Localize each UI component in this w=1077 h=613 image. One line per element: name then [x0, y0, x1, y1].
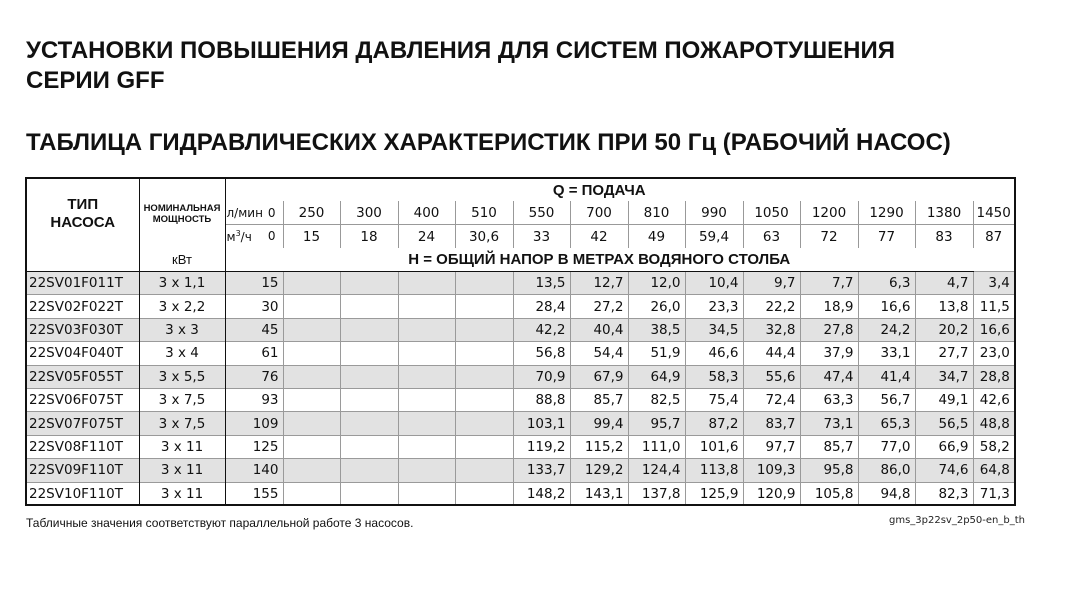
- flow-lmin-value: 700: [570, 201, 628, 224]
- pump-model: 22SV05F055T: [26, 365, 139, 388]
- head-value: [340, 272, 398, 295]
- head-value: 27,2: [570, 295, 628, 318]
- head-value: [340, 459, 398, 482]
- head-value: 58,3: [685, 365, 743, 388]
- head-value: 85,7: [800, 435, 858, 458]
- flow-lmin-value: 1450: [973, 201, 1015, 224]
- head-value: [283, 482, 340, 505]
- pump-power: 3 x 1,1: [139, 272, 225, 295]
- flow-lmin-value: 0: [267, 205, 276, 220]
- head-value: 4,7: [915, 272, 973, 295]
- flow-m3h-value: 63: [743, 225, 800, 248]
- head-value: [283, 412, 340, 435]
- flow-m3h-value: 77: [858, 225, 915, 248]
- head-value: 32,8: [743, 318, 800, 341]
- pump-power: 3 x 7,5: [139, 412, 225, 435]
- head-value: [455, 482, 513, 505]
- head-value: 28,8: [973, 365, 1015, 388]
- head-value: [455, 435, 513, 458]
- head-value: 37,9: [800, 342, 858, 365]
- title-line-1: УСТАНОВКИ ПОВЫШЕНИЯ ДАВЛЕНИЯ ДЛЯ СИСТЕМ ПОЖАРОТУШЕНИЯ: [26, 37, 895, 64]
- head-value: 115,2: [570, 435, 628, 458]
- flow-lmin-value: 300: [340, 201, 398, 224]
- head-value: 99,4: [570, 412, 628, 435]
- head-value: 88,8: [513, 389, 570, 412]
- head-value: [283, 365, 340, 388]
- head-value: 129,2: [570, 459, 628, 482]
- table-row: [26, 412, 1015, 435]
- table-row: [26, 435, 1015, 458]
- head-value: 72,4: [743, 389, 800, 412]
- head-value: 125,9: [685, 482, 743, 505]
- head-value: 76: [225, 365, 283, 388]
- head-value: 95,7: [628, 412, 685, 435]
- flow-m3h-value: 15: [283, 225, 340, 248]
- flow-m3h-value: 59,4: [685, 225, 743, 248]
- unit-m3h-label: $м^3/ч$: [226, 229, 252, 245]
- head-value: 70,9: [513, 365, 570, 388]
- head-value: 74,6: [915, 459, 973, 482]
- head-value: 7,7: [800, 272, 858, 295]
- head-value: 56,8: [513, 342, 570, 365]
- pump-model: 22SV03F030T: [26, 318, 139, 341]
- flow-lmin-value: 1380: [915, 201, 973, 224]
- head-value: 46,6: [685, 342, 743, 365]
- flow-lmin-value: 250: [283, 201, 340, 224]
- power-header: НОМИНАЛЬНАЯ МОЩНОСТЬ: [143, 202, 221, 225]
- pump-power: 3 x 2,2: [139, 295, 225, 318]
- head-value: 66,9: [915, 435, 973, 458]
- pump-model: 22SV10F110T: [26, 482, 139, 505]
- pump-power: 3 x 5,5: [139, 365, 225, 388]
- head-value: 101,6: [685, 435, 743, 458]
- head-value: 75,4: [685, 389, 743, 412]
- head-value: [340, 435, 398, 458]
- head-value: 143,1: [570, 482, 628, 505]
- head-value: 63,3: [800, 389, 858, 412]
- head-value: [340, 412, 398, 435]
- head-value: 13,5: [513, 272, 570, 295]
- head-value: [398, 389, 455, 412]
- head-value: 109,3: [743, 459, 800, 482]
- pump-model: 22SV04F040T: [26, 342, 139, 365]
- head-value: [283, 295, 340, 318]
- head-value: [455, 318, 513, 341]
- pump-model: 22SV08F110T: [26, 435, 139, 458]
- head-value: 44,4: [743, 342, 800, 365]
- head-value: 83,7: [743, 412, 800, 435]
- head-value: [283, 459, 340, 482]
- head-value: [455, 389, 513, 412]
- head-value: 18,9: [800, 295, 858, 318]
- head-value: 42,2: [513, 318, 570, 341]
- head-value: 22,2: [743, 295, 800, 318]
- pump-model: 22SV07F075T: [26, 412, 139, 435]
- head-value: 97,7: [743, 435, 800, 458]
- flow-lmin-value: 990: [685, 201, 743, 224]
- head-value: 82,3: [915, 482, 973, 505]
- head-value: [398, 482, 455, 505]
- flow-m3h-value: 30,6: [455, 225, 513, 248]
- flow-m3h-value: 49: [628, 225, 685, 248]
- table-row: [26, 459, 1015, 482]
- power-unit: кВт: [139, 248, 225, 271]
- head-value: [283, 342, 340, 365]
- head-value: [398, 365, 455, 388]
- head-value: 86,0: [858, 459, 915, 482]
- head-value: 103,1: [513, 412, 570, 435]
- performance-table: [25, 177, 1016, 506]
- flow-lmin-value: 1200: [800, 201, 858, 224]
- head-value: 73,1: [800, 412, 858, 435]
- head-value: [455, 295, 513, 318]
- pump-power: 3 x 11: [139, 435, 225, 458]
- flow-m3h-value: 18: [340, 225, 398, 248]
- pump-power: 3 x 11: [139, 482, 225, 505]
- head-value: 109: [225, 412, 283, 435]
- head-value: 40,4: [570, 318, 628, 341]
- head-value: [398, 318, 455, 341]
- head-value: 23,3: [685, 295, 743, 318]
- type-header: ТИП НАСОСА: [26, 178, 139, 248]
- title-line-2: СЕРИИ GFF: [26, 67, 165, 94]
- head-value: 9,7: [743, 272, 800, 295]
- head-value: 13,8: [915, 295, 973, 318]
- pump-power: 3 x 11: [139, 459, 225, 482]
- pump-model: 22SV06F075T: [26, 389, 139, 412]
- head-value: 133,7: [513, 459, 570, 482]
- head-value: 95,8: [800, 459, 858, 482]
- pump-model: 22SV01F011T: [26, 272, 139, 295]
- unit-lmin-label: л/мин: [226, 205, 263, 220]
- pump-power: 3 x 7,5: [139, 389, 225, 412]
- head-value: 26,0: [628, 295, 685, 318]
- head-value: 56,5: [915, 412, 973, 435]
- flow-m3h-value: 0: [267, 229, 276, 244]
- head-value: [455, 365, 513, 388]
- head-value: [340, 482, 398, 505]
- head-value: [283, 272, 340, 295]
- head-value: 20,2: [915, 318, 973, 341]
- head-value: 77,0: [858, 435, 915, 458]
- head-value: 16,6: [858, 295, 915, 318]
- head-value: [398, 459, 455, 482]
- head-value: 56,7: [858, 389, 915, 412]
- head-value: 64,9: [628, 365, 685, 388]
- head-value: [398, 295, 455, 318]
- head-value: 140: [225, 459, 283, 482]
- flow-m3h-value: 83: [915, 225, 973, 248]
- table-row: [26, 318, 1015, 341]
- head-value: [455, 342, 513, 365]
- head-value: 54,4: [570, 342, 628, 365]
- pump-model: 22SV09F110T: [26, 459, 139, 482]
- flow-lmin-cell-0: [225, 201, 283, 224]
- head-value: 93: [225, 389, 283, 412]
- head-value: 148,2: [513, 482, 570, 505]
- head-value: 27,7: [915, 342, 973, 365]
- table-row: [26, 342, 1015, 365]
- head-value: 38,5: [628, 318, 685, 341]
- page-title: [26, 36, 1066, 96]
- head-value: 49,1: [915, 389, 973, 412]
- head-header: H = ОБЩИЙ НАПОР В МЕТРАХ ВОДЯНОГО СТОЛБА: [225, 248, 973, 271]
- table-row: [26, 295, 1015, 318]
- head-value: 24,2: [858, 318, 915, 341]
- head-value: 11,5: [973, 295, 1015, 318]
- head-value: 12,0: [628, 272, 685, 295]
- head-value: [283, 318, 340, 341]
- flow-m3h-value: 72: [800, 225, 858, 248]
- head-value: 12,7: [570, 272, 628, 295]
- head-value: 125: [225, 435, 283, 458]
- head-value: 23,0: [973, 342, 1015, 365]
- flow-lmin-value: 510: [455, 201, 513, 224]
- head-value: 87,2: [685, 412, 743, 435]
- head-value: 55,6: [743, 365, 800, 388]
- head-value: 28,4: [513, 295, 570, 318]
- head-value: [398, 412, 455, 435]
- head-value: 113,8: [685, 459, 743, 482]
- flow-m3h-value: 42: [570, 225, 628, 248]
- head-value: 3,4: [973, 272, 1015, 295]
- flow-m3h-cell-0: [225, 225, 283, 248]
- head-value: 30: [225, 295, 283, 318]
- head-value: 47,4: [800, 365, 858, 388]
- pump-power: 3 x 4: [139, 342, 225, 365]
- head-value: [340, 365, 398, 388]
- head-value: 94,8: [858, 482, 915, 505]
- head-value: [283, 435, 340, 458]
- flow-lmin-value: 400: [398, 201, 455, 224]
- head-value: 10,4: [685, 272, 743, 295]
- head-value: 124,4: [628, 459, 685, 482]
- flow-m3h-value: 87: [973, 225, 1015, 248]
- head-value: 82,5: [628, 389, 685, 412]
- head-value: 65,3: [858, 412, 915, 435]
- flow-lmin-value: 1050: [743, 201, 800, 224]
- head-value: 42,6: [973, 389, 1015, 412]
- table-row: [26, 389, 1015, 412]
- head-value: [455, 272, 513, 295]
- head-value: 120,9: [743, 482, 800, 505]
- head-value: 45: [225, 318, 283, 341]
- head-value: [398, 342, 455, 365]
- head-value: 51,9: [628, 342, 685, 365]
- document-code: gms_3p22sv_2p50-en_b_th: [888, 515, 1025, 526]
- head-value: [340, 318, 398, 341]
- table-row: [26, 482, 1015, 505]
- head-value: 34,7: [915, 365, 973, 388]
- head-value: 58,2: [973, 435, 1015, 458]
- head-value: 41,4: [858, 365, 915, 388]
- head-value: 111,0: [628, 435, 685, 458]
- table-row: [26, 365, 1015, 388]
- flow-header: Q = ПОДАЧА: [225, 178, 973, 201]
- table-title: ТАБЛИЦА ГИДРАВЛИЧЕСКИХ ХАРАКТЕРИСТИК ПРИ 50 Гц (РАБОЧИЙ НАСОС): [26, 129, 951, 156]
- head-value: [340, 342, 398, 365]
- head-value: [398, 435, 455, 458]
- flow-lmin-value: 1290: [858, 201, 915, 224]
- head-value: 67,9: [570, 365, 628, 388]
- pump-power: 3 x 3: [139, 318, 225, 341]
- table-row: [26, 272, 1015, 295]
- head-value: 71,3: [973, 482, 1015, 505]
- head-value: 16,6: [973, 318, 1015, 341]
- head-value: [340, 389, 398, 412]
- head-value: [398, 272, 455, 295]
- head-value: [340, 295, 398, 318]
- flow-lmin-value: 550: [513, 201, 570, 224]
- flow-m3h-value: 24: [398, 225, 455, 248]
- head-value: 105,8: [800, 482, 858, 505]
- head-value: 119,2: [513, 435, 570, 458]
- head-value: 85,7: [570, 389, 628, 412]
- head-value: 27,8: [800, 318, 858, 341]
- head-value: 33,1: [858, 342, 915, 365]
- head-value: [455, 412, 513, 435]
- footnote: Табличные значения соответствуют параллельной работе 3 насосов.: [26, 516, 414, 530]
- head-value: 137,8: [628, 482, 685, 505]
- head-value: 48,8: [973, 412, 1015, 435]
- flow-lmin-value: 810: [628, 201, 685, 224]
- head-value: 34,5: [685, 318, 743, 341]
- head-value: [283, 389, 340, 412]
- head-value: 61: [225, 342, 283, 365]
- type-header-spacer: [26, 248, 139, 271]
- head-value: [455, 459, 513, 482]
- head-value: 15: [225, 272, 283, 295]
- head-value: 155: [225, 482, 283, 505]
- pump-model: 22SV02F022T: [26, 295, 139, 318]
- head-value: 6,3: [858, 272, 915, 295]
- head-value: 64,8: [973, 459, 1015, 482]
- flow-m3h-value: 33: [513, 225, 570, 248]
